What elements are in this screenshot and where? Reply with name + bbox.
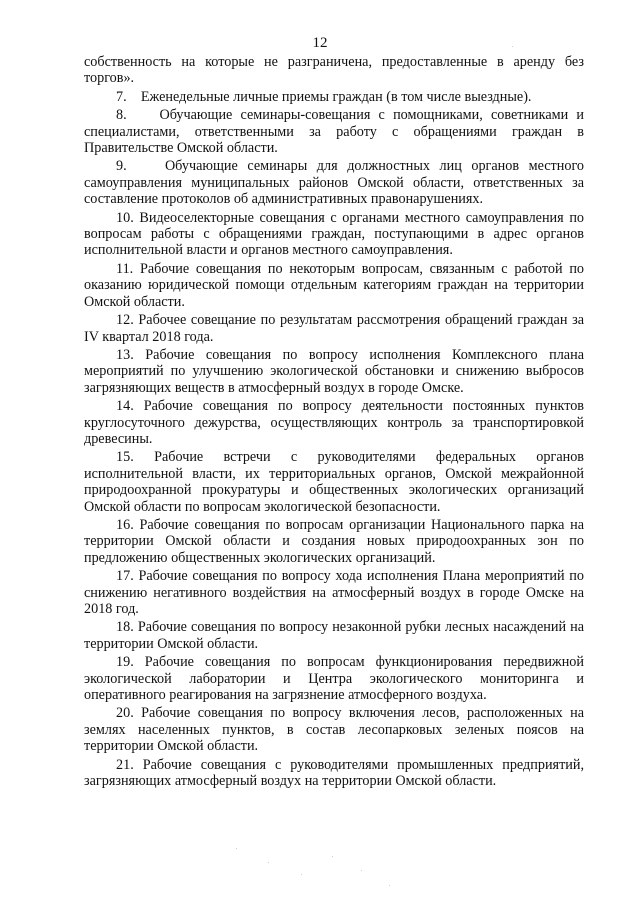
item-number: 9. <box>116 158 127 175</box>
list-item <box>84 517 584 566</box>
item-text: Обучающие семинары для должностных лиц органов местного самоуправления муниципальных районов Омской области, ответственных за составление протоколов об административных правонарушениях. <box>84 158 584 208</box>
page-number: 12 <box>312 35 328 51</box>
item-text: Рабочие совещания по вопросу включения лесов, расположенных на землях населенных пунктов, в состав лесопарковых зеленых поясов на территории Омской области. <box>84 705 584 755</box>
item-number: 21. <box>116 756 134 773</box>
paragraph <box>84 54 584 87</box>
item-number: 12. <box>116 312 134 329</box>
item-number: 11. <box>116 260 134 277</box>
list-item <box>84 89 584 105</box>
item-number: 13. <box>116 346 134 363</box>
scan-speck <box>301 874 302 875</box>
list-item <box>84 705 584 754</box>
scan-speck <box>389 885 390 886</box>
item-number: 20. <box>116 705 134 722</box>
item-text: Рабочие совещания по вопросу хода исполнения Плана мероприятий по снижению негативного воздействия на атмосферный воздух в городе Омске на 2018 год. <box>84 568 584 617</box>
item-number: 15. <box>116 449 134 466</box>
item-text: Рабочие совещания по вопросу исполнения Комплексного плана мероприятий по улучшению экологической обстановки и снижению выбросов загрязняющих веществ в атмосферный воздух в городе Омске. <box>84 346 584 396</box>
item-text: Обучающие семинары-совещания с помощниками, советниками и специалистами, ответственными за работу с обращениями граждан в Правительстве Омской области. <box>84 107 584 157</box>
item-text: Рабочее совещание по результатам рассмотрения обращений граждан за IV квартал 2018 года. <box>84 312 584 345</box>
item-text: Рабочие встречи с руководителями федеральных органов исполнительной власти, их территориальных органов, Омской межрайонной природоохранной прокуратуры и общественных экологических организаций Омской области по вопросам экологической безопасности. <box>84 449 584 515</box>
list-item <box>84 568 584 617</box>
scan-speck <box>236 848 237 849</box>
scan-speck <box>332 856 333 857</box>
scan-speck <box>268 862 269 863</box>
item-text: Рабочие совещания с руководителями промышленных предприятий, загрязняющих атмосферный воздух на территории Омской области. <box>84 756 584 790</box>
list-item <box>84 654 584 703</box>
item-number: 17. <box>116 568 134 585</box>
item-text: Рабочие совещания по вопросу незаконной рубки лесных насаждений на территории Омской области. <box>84 619 585 652</box>
item-text: Видеоселекторные совещания с органами местного самоуправления по вопросам работы с обращениями граждан, поступающими в адрес органов исполнительной власти и органов местного самоуправления. <box>84 209 584 259</box>
item-number: 18. <box>116 619 134 636</box>
scan-speck <box>361 870 362 871</box>
scan-speck <box>512 46 513 47</box>
item-number: 19. <box>116 654 134 671</box>
item-text: Рабочие совещания по вопросу деятельности постоянных пунктов круглосуточного дежурства, осуществляющих контроль за транспортировкой древесины. <box>84 398 584 447</box>
list-item <box>84 261 584 310</box>
paragraph-text: собственность на которые не разграничена, предоставленные в аренду без торгов». <box>84 54 584 87</box>
item-text: Рабочие совещания по вопросам функционирования передвижной экологической лаборатории и Центра экологического мониторинга и оперативного реагирования на загрязнение атмосферного воздуха. <box>84 654 584 704</box>
list-item <box>84 449 584 515</box>
item-number: 16. <box>116 516 134 533</box>
list-item <box>84 312 584 345</box>
list-item <box>84 107 584 156</box>
document-body <box>84 54 584 791</box>
item-number: 14. <box>116 398 134 415</box>
list-item <box>84 619 584 652</box>
item-text: Рабочие совещания по некоторым вопросам, связанным с работой по оказанию юридической помощи отдельным категориям граждан на территории Омской области. <box>84 260 585 310</box>
item-number: 7. <box>116 88 127 105</box>
list-item <box>84 757 584 790</box>
item-text: Еженедельные личные приемы граждан (в том числе выездные). <box>140 88 532 105</box>
item-text: Рабочие совещания по вопросам организации Национального парка на территории Омской области и создания новых природоохранных зон по предложению общественных экологических организаций. <box>84 516 584 566</box>
item-number: 8. <box>116 107 127 124</box>
item-number: 10. <box>116 209 134 226</box>
list-item <box>84 347 584 396</box>
list-item <box>84 158 584 207</box>
list-item <box>84 210 584 259</box>
list-item <box>84 398 584 447</box>
